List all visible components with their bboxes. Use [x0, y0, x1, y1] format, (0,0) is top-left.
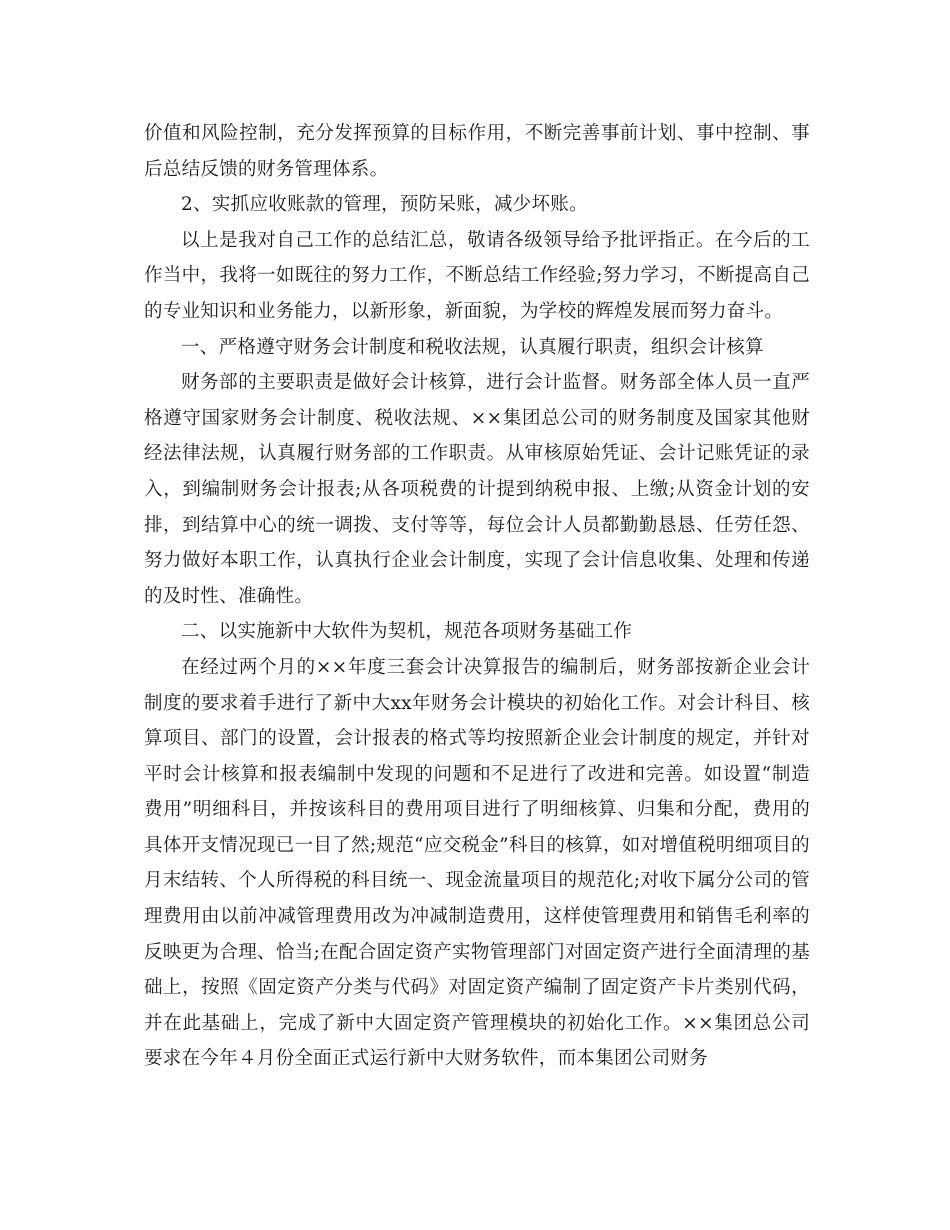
document-body	[144, 116, 810, 1077]
section-heading-1: 一、严格遵守财务会计制度和税收法规，认真履行职责，组织会计核算	[181, 336, 764, 358]
paragraph-software: 在经过两个月的××年度三套会计决算报告的编制后，财务部按新企业会计制度的要求着手进行了新中大xx年财务会计模块的初始化工作。对会计科目、核算项目、部门的设置，会计报表的格式等均按照新企业会计制度的规定，并针对平时会计核算和报表编制中发现的问题和不足进行了改进和完善。如设置“制造费用”明细科目，并按该科目的费用项目进行了明细核算、归集和分配，费用的具体开支情况现已一目了然;规范“应交税金”科目的核算，如对增值税明细项目的月末结转、个人所得税的科目统一、现金流量项目的规范化;对收下属分公司的管理费用由以前冲减管理费用改为冲减制造费用，这样使管理费用和销售毛利率的反映更为合理、恰当;在配合固定资产实物管理部门对固定资产进行全面清理的基础上，按照《固定资产分类与代码》对固定资产编制了固定资产卡片类别代码，并在此基础上，完成了新中大固定资产管理模块的初始化工作。××集团总公司要求在今年４月份全面正式运行新中大财务软件，而本集团公司财务	[144, 656, 810, 1070]
paragraph-continuation: 价值和风险控制，充分发挥预算的目标作用，不断完善事前计划、事中控制、事后总结反馈的财务管理体系。	[144, 123, 810, 180]
section-heading-2: 二、以实施新中大软件为契机，规范各项财务基础工作	[181, 621, 633, 643]
paragraph-summary: 以上是我对自己工作的总结汇总，敬请各级领导给予批评指正。在今后的工作当中，我将一如既往的努力工作，不断总结工作经验;努力学习，不断提高自己的专业知识和业务能力，以新形象，新面貌，为学校的辉煌发展而努力奋斗。	[144, 229, 810, 322]
paragraph-duties: 财务部的主要职责是做好会计核算，进行会计监督。财务部全体人员一直严格遵守国家财务会计制度、税收法规、××集团总公司的财务制度及国家其他财经法律法规，认真履行财务部的工作职责。从审核原始凭证、会计记账凭证的录入，到编制财务会计报表;从各项税费的计提到纳税申报、上缴;从资金计划的安排，到结算中心的统一调拨、支付等等，每位会计人员都勤勤恳恳、任劳任怨、努力做好本职工作，认真执行企业会计制度，实现了会计信息收集、处理和传递的及时性、准确性。	[144, 372, 810, 607]
paragraph-receivables: 2、实抓应收账款的管理，预防呆账，减少坏账。	[181, 194, 588, 216]
